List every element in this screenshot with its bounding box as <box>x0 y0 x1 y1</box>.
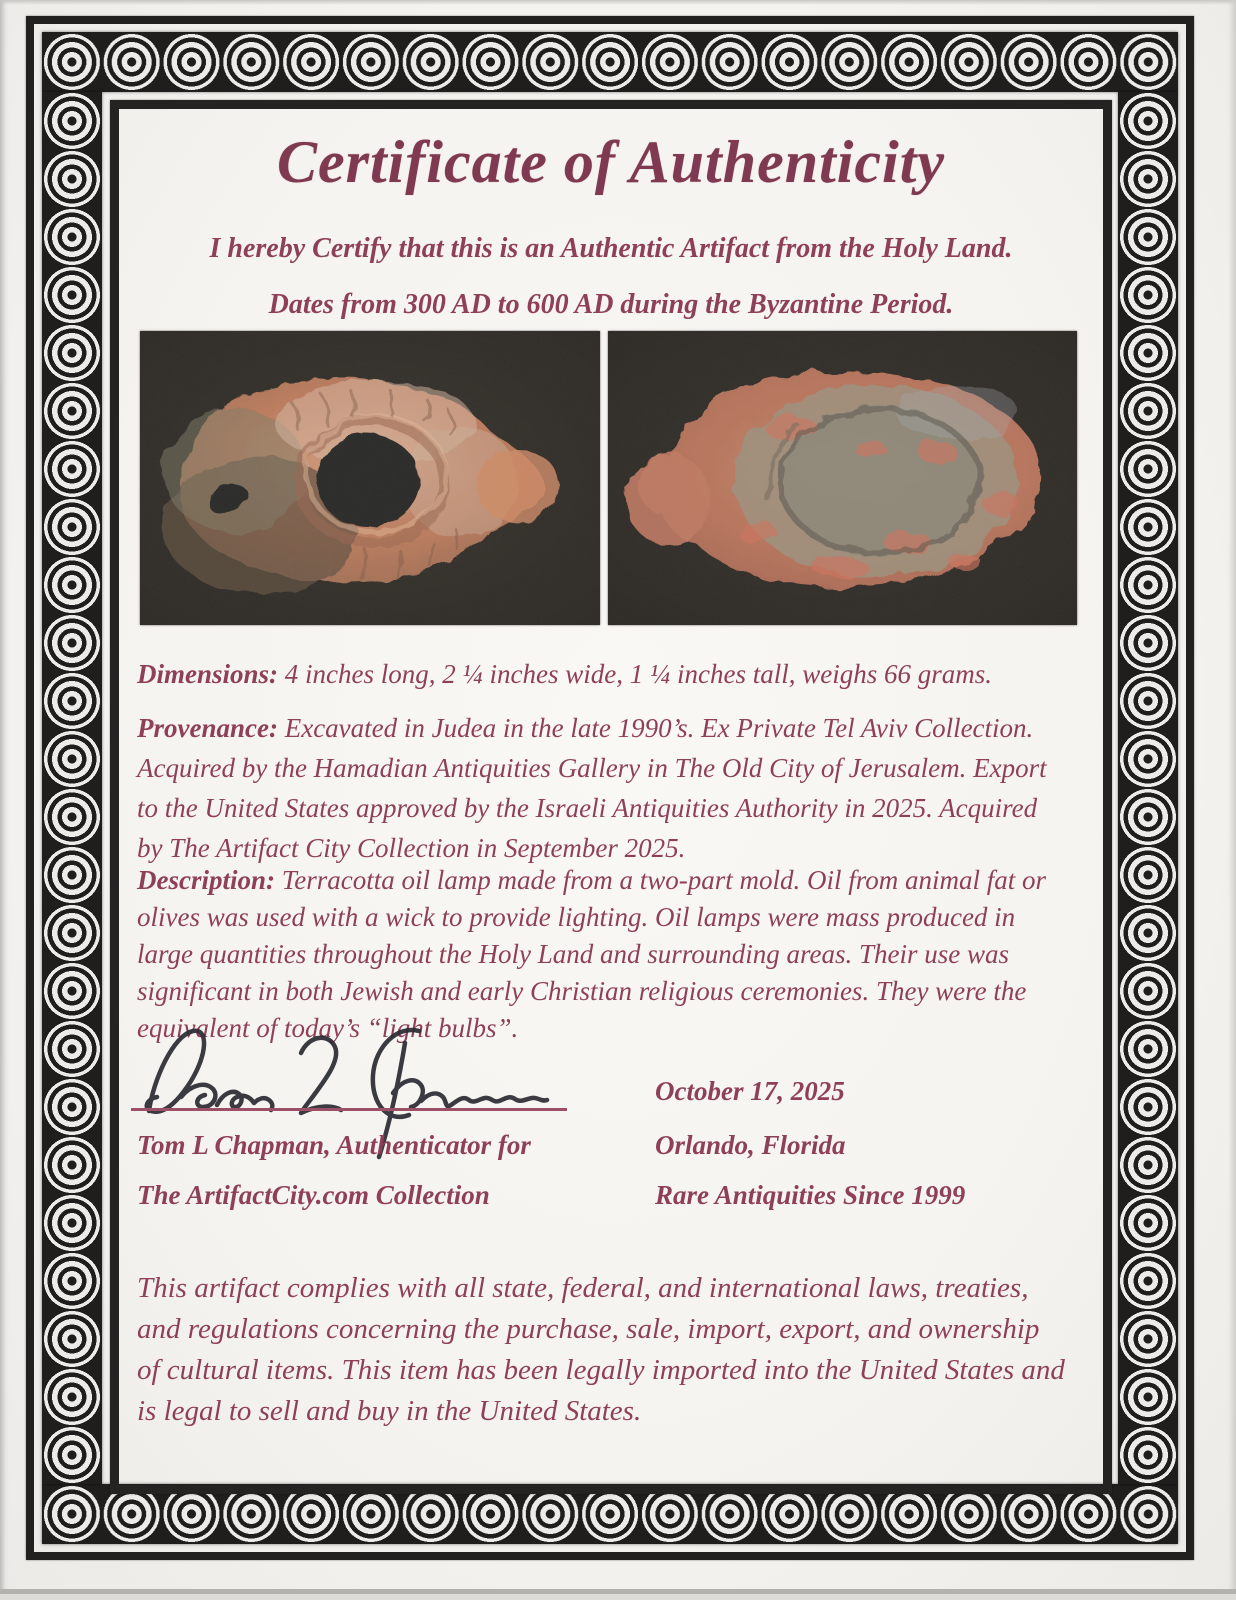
provenance-label: Provenance: <box>137 713 278 743</box>
company-tagline: Rare Antiquities Since 1999 <box>655 1180 966 1210</box>
certificate-title: Certificate of Authenticity <box>276 129 946 195</box>
artifact-photos <box>140 331 1077 625</box>
signature-rule <box>131 1108 567 1111</box>
authenticator-name: Tom L Chapman, Authenticator for <box>137 1130 531 1160</box>
guilloche-band-left <box>42 92 102 1484</box>
scan-noise <box>608 331 1077 625</box>
oil-lamp-top-photo <box>140 331 600 625</box>
certify-statement: I hereby Certify that this is an Authentic Artifact from the Holy Land. <box>209 233 1013 264</box>
guilloche-band-top <box>42 32 1178 92</box>
scan-noise <box>140 331 600 625</box>
dimensions-text: 4 inches long, 2 ¼ inches wide, 1 ¼ inches tall, weighs 66 grams. <box>278 659 992 689</box>
dating-statement: Dates from 300 AD to 600 AD during the Byzantine Period. <box>268 289 954 320</box>
dimensions-label: Dimensions: <box>137 659 279 689</box>
guilloche-band-right <box>1118 92 1178 1484</box>
description-label: Description: <box>137 865 275 895</box>
scan-edge-top <box>0 0 1236 5</box>
scan-edge-bottom-margin <box>0 1594 1236 1600</box>
scan-edge-right <box>1228 0 1236 1600</box>
collection-name: The ArtifactCity.com Collection <box>137 1180 490 1210</box>
signature-location: Orlando, Florida <box>655 1130 846 1160</box>
description-text: Terracotta oil lamp made from a two-part mold. Oil from animal fat or olives was used with a wick to provide lighting. Oil lamps were mass produced in large quantities throughout the Holy Land and surrounding areas. Their use was significant in both Jewish and early Christian religious ceremonies. They were the equivalent of today’s “light bulbs”. <box>137 865 1047 1043</box>
signature-date: October 17, 2025 <box>655 1076 845 1106</box>
provenance-text: Excavated in Judea in the late 1990’s. Ex Private Tel Aviv Collection. Acquired by the Hamadian Antiquities Gallery in The Old City of Jerusalem. Export to the United States approved by the Israeli Antiquities Authority in 2025. Acquired by The Artifact City Collection in September 2025. <box>137 713 1047 863</box>
dimensions-paragraph <box>137 655 1062 693</box>
scan-edge-left <box>0 0 9 1600</box>
legal-paragraph: This artifact complies with all state, federal, and international laws, treaties, and regulations concerning the purchase, sale, import, export, and ownership of cultural items. This item has been legally imported into the United States and is legal to sell and buy in the United States. <box>137 1272 1065 1427</box>
oil-lamp-bottom-photo <box>608 331 1077 625</box>
provenance-paragraph <box>137 708 1062 868</box>
